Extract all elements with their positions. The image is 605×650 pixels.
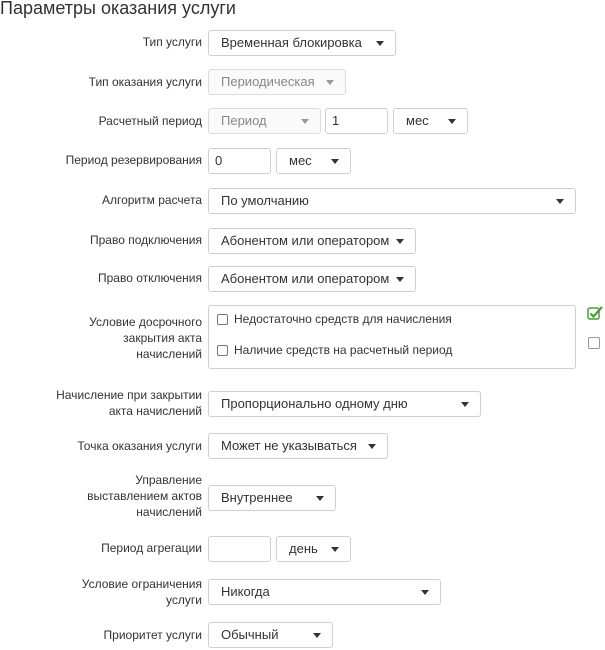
service-type-value: Временная блокировка xyxy=(221,35,362,50)
service-type-select[interactable] xyxy=(208,30,396,56)
service-point-select[interactable] xyxy=(208,433,388,459)
reserve-period-label: Период резервирования xyxy=(65,153,202,167)
aggregation-period-label: Период агрегации xyxy=(101,541,202,555)
accrual-on-close-value: Пропорционально одному дню xyxy=(221,396,408,411)
chevron-down-icon xyxy=(331,159,339,164)
disconnect-right-value: Абонентом или оператором xyxy=(221,271,390,286)
algorithm-value: По умолчанию xyxy=(221,193,309,208)
chevron-down-icon xyxy=(461,402,469,407)
chevron-down-icon xyxy=(448,119,456,124)
chevron-down-icon xyxy=(326,80,334,85)
act-management-select[interactable] xyxy=(208,485,336,511)
algorithm-select[interactable] xyxy=(208,188,576,214)
early-close-options xyxy=(208,305,576,369)
provision-type-select[interactable] xyxy=(208,69,346,95)
reserve-period-unit-select[interactable] xyxy=(276,148,351,174)
disconnect-right-select[interactable] xyxy=(208,266,416,292)
early-close-option-2-checkbox[interactable] xyxy=(217,345,228,356)
checked-checkbox-icon[interactable] xyxy=(587,305,604,322)
early-close-option-2-label: Наличие средств на расчетный период xyxy=(234,343,453,357)
aggregation-period-unit-select[interactable] xyxy=(276,536,351,562)
billing-period-unit-value: мес xyxy=(406,113,429,128)
billing-period-value: Период xyxy=(221,113,267,128)
chevron-down-icon xyxy=(368,444,376,449)
chevron-down-icon xyxy=(396,239,404,244)
chevron-down-icon xyxy=(421,590,429,595)
priority-select[interactable] xyxy=(208,622,333,648)
service-point-value: Может не указываться xyxy=(221,438,357,453)
chevron-down-icon xyxy=(556,199,564,204)
billing-period-count-input[interactable]: 1 xyxy=(325,108,388,134)
accrual-on-close-select[interactable] xyxy=(208,391,481,417)
connect-right-select[interactable] xyxy=(208,228,416,254)
chevron-down-icon xyxy=(301,119,309,124)
billing-period-select[interactable] xyxy=(208,108,321,134)
chevron-down-icon xyxy=(376,41,384,46)
provision-type-label: Тип оказания услуги xyxy=(88,75,202,89)
side-unchecked-checkbox[interactable] xyxy=(588,337,600,349)
act-management-value: Внутреннее xyxy=(221,490,293,505)
connect-right-value: Абонентом или оператором xyxy=(221,233,390,248)
reserve-period-unit-value: мес xyxy=(289,153,312,168)
early-close-option-1-checkbox[interactable] xyxy=(217,314,228,325)
billing-period-label: Расчетный период xyxy=(98,114,202,128)
page-title: Параметры оказания услуги xyxy=(0,0,236,18)
priority-value: Обычный xyxy=(221,627,279,642)
billing-period-unit-select[interactable] xyxy=(393,108,468,134)
act-management-label: Управление выставлением актов начислений xyxy=(87,473,202,519)
algorithm-label: Алгоритм расчета xyxy=(101,193,202,207)
chevron-down-icon xyxy=(331,547,339,552)
chevron-down-icon xyxy=(313,633,321,638)
chevron-down-icon xyxy=(396,277,404,282)
aggregation-period-count-input[interactable] xyxy=(208,536,271,562)
service-point-label: Точка оказания услуги xyxy=(77,439,202,453)
early-close-option-1-label: Недостаточно средств для начисления xyxy=(234,312,452,326)
early-close-label: Условие досрочного закрытия акта начислений xyxy=(89,315,202,361)
reserve-period-count-input[interactable]: 0 xyxy=(208,148,271,174)
service-type-label: Тип услуги xyxy=(142,35,202,49)
accrual-on-close-label: Начисление при закрытии акта начислений xyxy=(56,388,202,418)
aggregation-period-unit-value: день xyxy=(289,541,318,556)
chevron-down-icon xyxy=(316,496,324,501)
priority-label: Приоритет услуги xyxy=(103,628,202,642)
restriction-condition-select[interactable] xyxy=(208,579,441,605)
connect-right-label: Право подключения xyxy=(89,233,202,247)
restriction-condition-label: Условие ограничения услуги xyxy=(81,577,202,607)
provision-type-value: Периодическая xyxy=(221,74,315,89)
restriction-condition-value: Никогда xyxy=(221,584,270,599)
disconnect-right-label: Право отключения xyxy=(97,271,202,285)
